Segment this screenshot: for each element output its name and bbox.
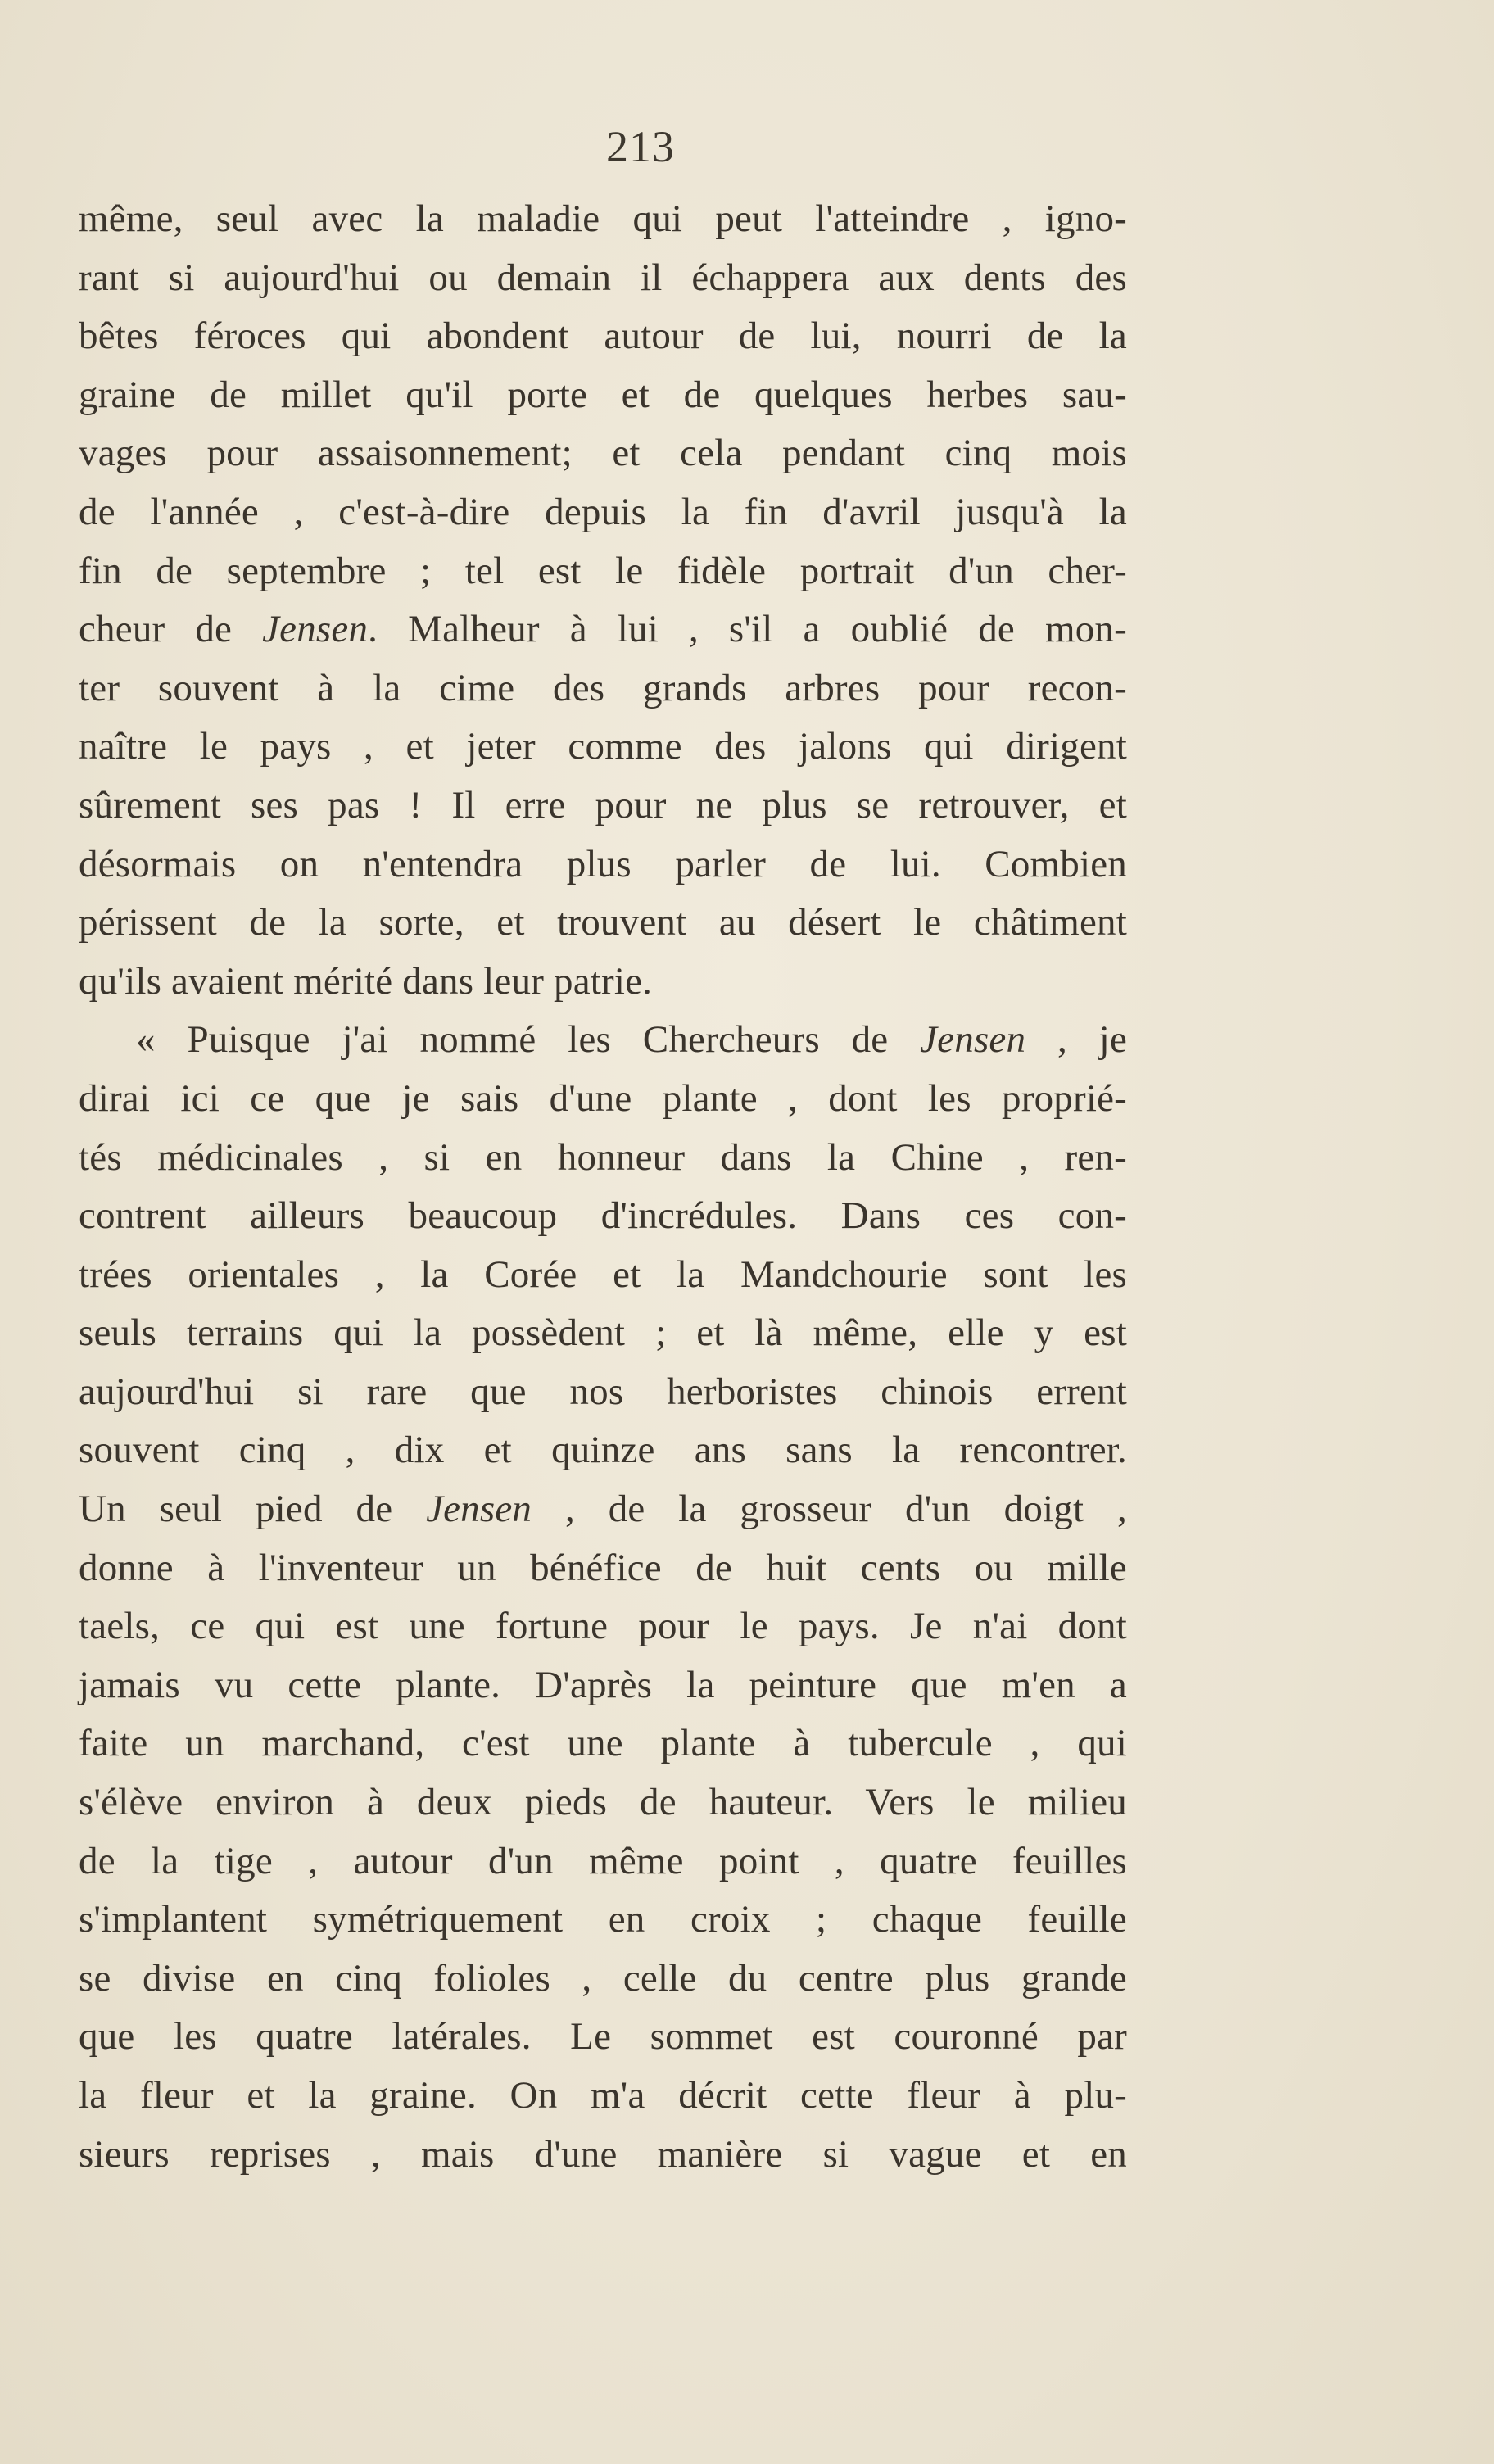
text-segment: que les quatre latérales. Le sommet est couronné par: [79, 2015, 1127, 2059]
text-segment: ter souvent à la cime des grands arbres pour recon-: [79, 666, 1127, 709]
text-segment: rant si aujourd'hui ou demain il échappera aux dents des: [79, 256, 1127, 299]
text-segment: graine de millet qu'il porte et de quelques herbes sau-: [79, 373, 1127, 416]
text-segment: fin de septembre ; tel est le fidèle portrait d'un cher-: [79, 549, 1127, 592]
text-line: [79, 1304, 1127, 1363]
text-line: [79, 1891, 1127, 1950]
text-line: [79, 953, 1127, 1012]
text-segment: Un seul pied de: [79, 1488, 427, 1531]
italic-term: Jensen: [426, 1488, 532, 1531]
text-line: [79, 894, 1127, 953]
text-line: [79, 1011, 1127, 1070]
text-segment: souvent cinq , dix et quinze ans sans la rencontrer.: [79, 1429, 1127, 1472]
italic-term: Jensen: [920, 1018, 1026, 1062]
text-segment: s'élève environ à deux pieds de hauteur. Vers le milieu: [79, 1781, 1127, 1824]
text-line: [79, 542, 1127, 601]
text-line: [79, 1656, 1127, 1715]
text-line: [79, 1421, 1127, 1480]
text-segment: même, seul avec la maladie qui peut l'atteindre , igno-: [79, 197, 1127, 240]
text-segment: aujourd'hui si rare que nos herboristes chinois errent: [79, 1370, 1127, 1413]
text-line: [79, 1246, 1127, 1305]
text-segment: . Malheur à lui , s'il a oublié de mon-: [368, 608, 1127, 651]
text-line: [79, 2067, 1127, 2126]
text-line: [79, 659, 1127, 718]
text-line: [79, 2126, 1127, 2185]
text-line: [79, 307, 1127, 366]
text-segment: désormais on n'entendra plus parler de lui. Combien: [79, 842, 1127, 886]
text-line: [79, 1597, 1127, 1656]
text-segment: naître le pays , et jeter comme des jalons qui dirigent: [79, 725, 1127, 768]
text-line: [79, 1129, 1127, 1188]
text-line: [79, 1832, 1127, 1891]
text-segment: vages pour assaisonnement; et cela pendant cinq mois: [79, 432, 1127, 475]
text-line: [79, 366, 1127, 425]
text-line: [79, 1539, 1127, 1598]
text-segment: qu'ils avaient mérité dans leur patrie.: [79, 959, 653, 1003]
text-line: [79, 190, 1127, 249]
text-segment: de la tige , autour d'un même point , quatre feuilles: [79, 1839, 1127, 1882]
text-line: [79, 718, 1127, 777]
text-segment: , je: [1025, 1018, 1128, 1062]
text-segment: dirai ici ce que je sais d'une plante , dont les proprié-: [79, 1076, 1127, 1120]
text-segment: seuls terrains qui la possèdent ; et là même, elle y est: [79, 1311, 1127, 1355]
text-line: [79, 777, 1127, 836]
text-line: [79, 1773, 1127, 1832]
text-line: [79, 2008, 1127, 2067]
text-segment: jamais vu cette plante. D'après la peinture que m'en a: [79, 1663, 1127, 1706]
text-line: [79, 600, 1127, 659]
text-segment: se divise en cinq folioles , celle du centre plus grande: [79, 1956, 1127, 2000]
text-segment: bêtes féroces qui abondent autour de lui, nourri de la: [79, 315, 1127, 358]
text-segment: donne à l'inventeur un bénéfice de huit cents ou mille: [79, 1546, 1127, 1589]
text-segment: trées orientales , la Corée et la Mandchourie sont les: [79, 1252, 1127, 1296]
text-segment: sûrement ses pas ! Il erre pour ne plus se retrouver, et: [79, 783, 1127, 827]
text-segment: sieurs reprises , mais d'une manière si vague et en: [79, 2132, 1127, 2176]
text-segment: s'implantent symétriquement en croix ; chaque feuille: [79, 1898, 1127, 1941]
text-line: [79, 1363, 1127, 1422]
text-segment: cheur de: [79, 608, 263, 651]
text-segment: contrent ailleurs beaucoup d'incrédules. Dans ces con-: [79, 1194, 1127, 1238]
text-segment: faite un marchand, c'est une plante à tubercule , qui: [79, 1722, 1127, 1765]
page-number: 213: [606, 122, 675, 171]
text-line: [79, 1187, 1127, 1246]
text-line: [79, 1950, 1127, 2009]
text-line: [79, 1070, 1127, 1129]
italic-term: Jensen: [262, 608, 369, 651]
text-line: [79, 483, 1127, 542]
body-text: [79, 190, 1127, 2184]
text-segment: de l'année , c'est-à-dire depuis la fin d'avril jusqu'à la: [79, 490, 1127, 533]
text-line: [79, 1714, 1127, 1773]
text-segment: « Puisque j'ai nommé les Chercheurs de: [136, 1018, 921, 1062]
text-segment: taels, ce qui est une fortune pour le pays. Je n'ai dont: [79, 1605, 1127, 1648]
text-segment: la fleur et la graine. On m'a décrit cette fleur à plu-: [79, 2074, 1127, 2117]
text-line: [79, 249, 1127, 308]
text-line: [79, 1480, 1127, 1539]
text-segment: , de la grosseur d'un doigt ,: [532, 1488, 1127, 1531]
text-line: [79, 836, 1127, 895]
text-line: [79, 424, 1127, 483]
text-segment: périssent de la sorte, et trouvent au désert le châtiment: [79, 901, 1127, 944]
text-segment: tés médicinales , si en honneur dans la Chine , ren-: [79, 1135, 1127, 1179]
